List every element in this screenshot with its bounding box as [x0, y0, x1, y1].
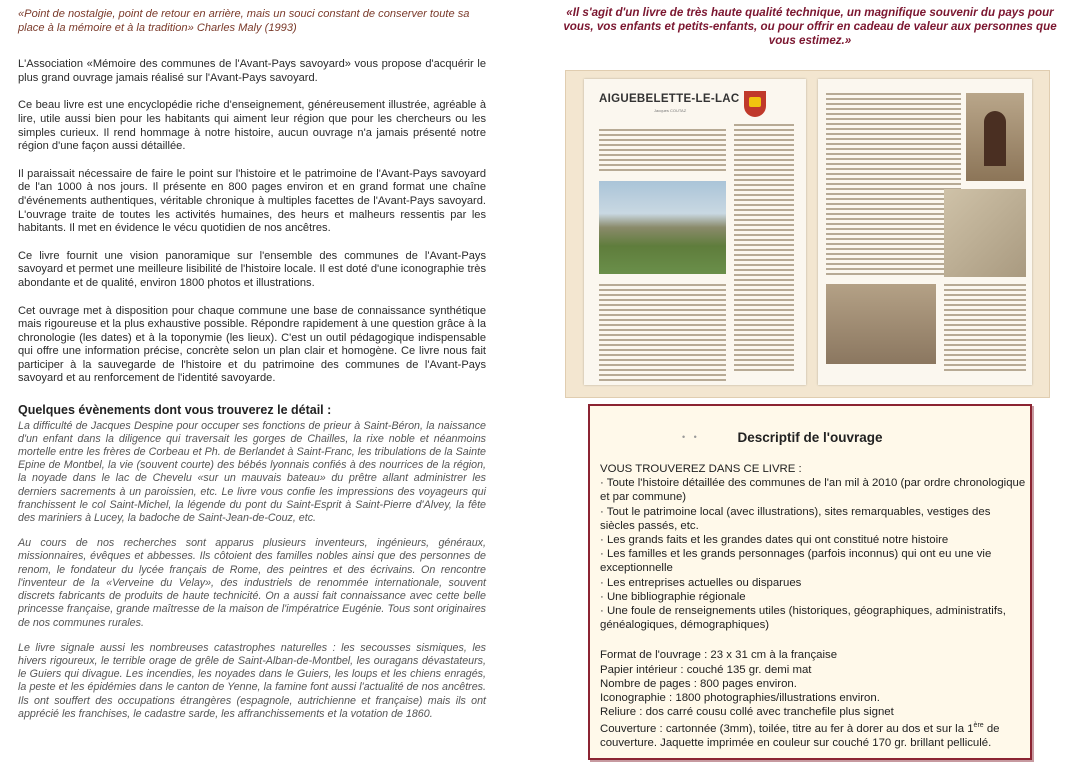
list-item: · Les grands faits et les grandes dates qui ont constitué notre histoire: [600, 534, 949, 547]
left-column: [18, 8, 486, 733]
descriptif-body: [600, 462, 1026, 751]
spec-cover-superscript: ère: [973, 722, 984, 730]
sample-page-right: [818, 79, 1032, 385]
quality-quote: «Il s'agit d'un livre de très haute qualité technique, un magnifique souvenir du pays pour vous, vos enfants et petits-enfants, ou pour offrir en cadeau de valeur aux personnes que vous estimez.»: [563, 6, 1057, 47]
contents-list: [600, 476, 1026, 632]
events-paragraph: La difficulté de Jacques Despine pour occuper ses fonctions de prieur à Saint-Béron, la naissance d'un enfant dans la diligence qui traversait les gorges de Chailles, la rixe noble et néanmoins mortelle entre les frères de Corbeau et Ph. de Berlandet à Saint-Franc, les tribulations de la Sainte Epine de Montbel, la vie (souvent courte) des bébés lyonnais confiés à des nourrices de la région, la noyade dans le lac de Chevelu «sur un mauvais bateau» du prêtre allant administrer les derniers sacrements à un paroissien, etc. Le livre vous confie les impressions des voyageurs qui franchissent le col Saint-Michel, la légende du pont du Saint-Esprit à Saint-Pierre d'Alvey, la fête des mariniers à Lucey, la badoche de Saint-Jean-de-Couz, etc.: [18, 419, 486, 525]
catastrophes-paragraph: Le livre signale aussi les nombreuses catastrophes naturelles : les secousses sismiques, les hivers rigoureux, le terrible orage de grêle de Saint-Alban-de-Montbel, les ouragans dévastateurs, le Guiers qui divague. Les incendies, les noyades dans le Guiers, les loups et les chiens enragés, la peste et les épidémies dans le canton de Yenne, la famine font aussi l'actualité de nos ancêtres. Ils ont souffert des occupations étrangères (espagnole, autrichienne et française) mais ils ont apprécié les franchises, le cadastre sarde, les affranchissements et la votation de 1860.: [18, 641, 486, 720]
panorama-paragraph: Ce livre fournit une vision panoramique sur l'ensemble des communes de l'Avant-Pays savoyard et permet une meilleure lisibilité de l'histoire locale. Il est doté d'une iconographie très abondante et de qualité, environ 1800 photos et illustrations.: [18, 249, 486, 289]
intro-paragraph: L'Association «Mémoire des communes de l'Avant-Pays savoyard» vous propose d'acquérir le plus grand ouvrage jamais réalisé sur l'Avant-Pays savoyard.: [18, 58, 486, 84]
knowledge-paragraph: Cet ouvrage met à disposition pour chaque commune une base de connaissance synthétique mais rigoureuse et la plus exhaustive possible. Répondre rapidement à une question grâce à la chronologie (les dates) et à la toponymie (les lieux). C'est un outil pédagogique indispensable qui offre une information précise, concrète selon un plan clair et homogène. Ce livre nous fait participer à la sauvegarde de l'histoire et du patrimoine des communes de l'Avant-Pays savoyard et au renforcement de l'identité savoyarde.: [18, 304, 486, 385]
history-paragraph: Il paraissait nécessaire de faire le point sur l'histoire et le patrimoine de l'Avant-Pays savoyard de l'an 1000 à nos jours. Il présente en 800 pages environ et en grand format une chaîne d'événements authentiques, véritable chronique à multiples facettes de l'Avant-Pays savoyard. L'ouvrage traite de toutes les activités humaines, des heurs et malheurs ressentis par les habitants. Il met en évidence le vécu quotidien de nos ancêtres.: [18, 167, 486, 235]
list-item: · Une bibliographie régionale: [600, 590, 746, 603]
list-item: · Les familles et les grands personnages (parfois inconnus) qui ont eu une vie exceptionnelle: [600, 548, 992, 575]
text-block: [734, 124, 794, 374]
wall-photo: [826, 284, 936, 364]
text-block: [826, 93, 961, 278]
list-item: · Les entreprises actuelles ou disparues: [600, 576, 802, 589]
specifications: [600, 648, 1026, 750]
people-paragraph: Au cours de nos recherches sont apparus plusieurs inventeurs, ingénieurs, généraux, missionnaires, évêques et abbesses. Ils côtoient des familles nobles ainsi que des personnes de renom, le fondateur du lycée français de Rome, des peintres et des écrivains. On rencontre l'inventeur de la «Verveine du Velay», des industriels de renommée internationale, souvent discrets fabricants de produits de haute technicité. On a aussi fait connaissance avec cette belle princesse française, grande maîtresse de la maison de l'impératrice Eugénie. Tous sont originaires de nos communes rurales.: [18, 537, 486, 629]
text-block: [944, 284, 1026, 374]
spec-paper: Papier intérieur : couché 135 gr. demi mat: [600, 663, 812, 676]
list-item: · Toute l'histoire détaillée des communes de l'an mil à 2010 (par ordre chronologique et par commune): [600, 477, 1026, 504]
stone-carving-photo: [944, 189, 1026, 277]
right-column: [560, 6, 1060, 48]
descriptif-title: Descriptif de l'ouvrage: [737, 430, 883, 445]
text-block: [599, 284, 726, 384]
spec-cover-end: de couverture. Jaquette imprimée en couleur sur couché 170 gr. brillant pelliculé.: [600, 723, 1000, 750]
encyclopedia-paragraph: Ce beau livre est une encyclopédie riche d'enseignement, généreusement illustrée, agréable à lire, utile aussi bien pour les habitants qui aiment leur région que pour les chercheurs ou les simples curieux. Il rend hommage à notre histoire, aucun ouvrage n'a jamais présenté notre région d'une façon aussi détaillée.: [18, 99, 486, 153]
opening-quote: «Point de nostalgie, point de retour en arrière, mais un souci constant de conserver toute sa place à la mémoire et à la tradition» Charles Maly (1993): [18, 8, 470, 34]
descriptif-box: [588, 404, 1032, 760]
list-item: · Tout le patrimoine local (avec illustrations), sites remarquables, vestiges des siècles passés, etc.: [600, 505, 991, 532]
list-item: · Une foule de renseignements utiles (historiques, géographiques, administratifs, généalogiques, démographiques): [600, 605, 1006, 632]
church-door-photo: [966, 93, 1024, 181]
spec-format: Format de l'ouvrage : 23 x 31 cm à la française: [600, 649, 838, 662]
coat-of-arms-icon: [744, 91, 766, 117]
sample-page-title: AIGUEBELETTE-LE-LAC: [599, 93, 740, 105]
events-heading: Quelques évènements dont vous trouverez le détail :: [18, 403, 332, 418]
spec-iconography: Iconographie : 1800 photographies/illustrations environ.: [600, 692, 880, 705]
sample-page-author: Jacques COUTAZ: [654, 108, 687, 113]
sample-page-spread: [565, 70, 1050, 398]
text-block: [599, 129, 726, 174]
lake-photo: [599, 181, 726, 274]
decorative-dots: • •: [682, 432, 700, 442]
spec-binding: Reliure : dos carré cousu collé avec tranchefile plus signet: [600, 706, 894, 719]
spec-cover-start: Couverture : cartonnée (3mm), toilée, titre au fer à dorer au dos et sur la 1: [600, 723, 974, 736]
descriptif-intro: VOUS TROUVEREZ DANS CE LIVRE :: [600, 463, 802, 475]
sample-page-left: [584, 79, 806, 385]
spec-cover: [600, 719, 1026, 750]
spec-pages: Nombre de pages : 800 pages environ.: [600, 677, 797, 690]
